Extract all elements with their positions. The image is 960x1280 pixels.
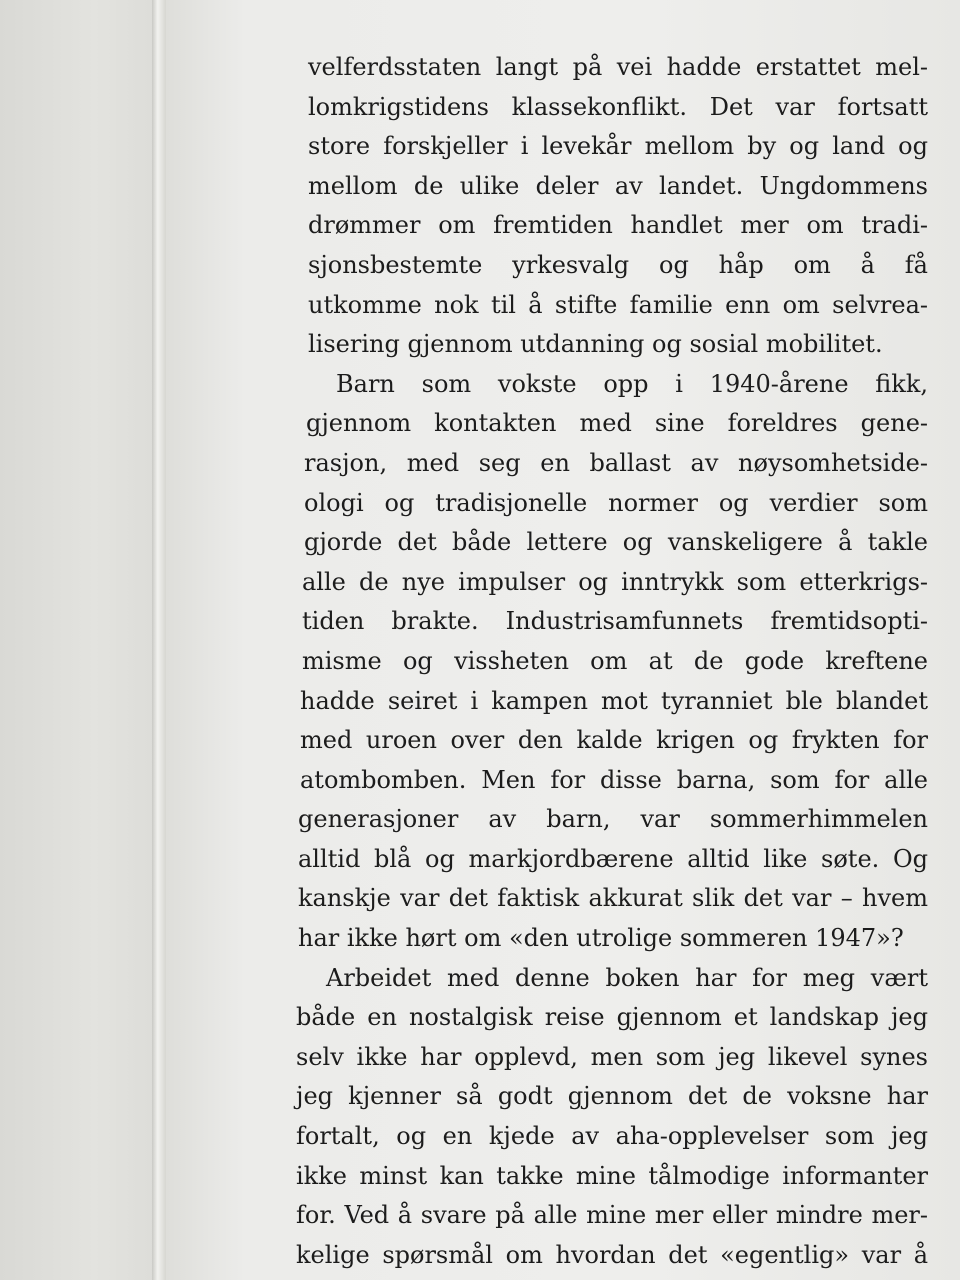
text-line: utkomme nok til å stifte familie enn om selvrea- [308, 290, 928, 319]
text-line: med uroen over den kalde krigen og frykten for [300, 726, 928, 755]
paragraph-start-line: Barn som vokste opp i 1940-årene fikk, [336, 369, 928, 398]
text-line: velferdsstaten langt på vei hadde erstattet mel- [308, 53, 928, 81]
text-line: både en nostalgisk reise gjennom et landskap jeg [296, 1003, 928, 1032]
paragraph-end-line: har ikke hørt om «den utrolige sommeren 1947»? [298, 924, 904, 953]
text-line: gjennom kontakten med sine foreldres gene- [306, 409, 928, 438]
text-line: sjonsbestemte yrkesvalg og håp om å få [308, 250, 928, 279]
text-line: misme og vissheten om at de gode kreftene [302, 646, 928, 675]
text-line: alltid blå og markjordbærene alltid like søte. Og [298, 844, 928, 873]
text-line: tiden brakte. Industrisamfunnets fremtidsopti- [302, 607, 928, 636]
text-line: lomkrigstidens klassekonflikt. Det var fortsatt [308, 92, 928, 121]
text-line: jeg kjenner så godt gjennom det de voksne har [296, 1082, 928, 1111]
text-line: atombomben. Men for disse barna, som for alle [300, 765, 928, 794]
book-gutter [152, 0, 166, 1280]
text-line: mellom de ulike deler av landet. Ungdommens [308, 171, 928, 200]
paragraph-start-line: Arbeidet med denne boken har for meg vært [326, 963, 928, 992]
text-line: for. Ved å svare på alle mine mer eller mindre mer- [296, 1201, 928, 1230]
text-line: gjorde det både lettere og vanskeligere å takle [304, 528, 928, 557]
text-line: store forskjeller i levekår mellom by og land og [308, 132, 928, 161]
text-line: selv ikke har opplevd, men som jeg likevel synes [296, 1042, 928, 1071]
text-line: fortalt, og en kjede av aha-opplevelser som jeg [296, 1122, 928, 1151]
facing-page-blank [0, 0, 158, 1280]
text-line: drømmer om fremtiden handlet mer om tradi- [308, 211, 928, 240]
text-line: hadde seiret i kampen mot tyranniet ble blandet [300, 686, 928, 715]
text-line: generasjoner av barn, var sommerhimmelen [298, 805, 928, 834]
text-line: alle de nye impulser og inntrykk som etterkrigs- [302, 567, 928, 596]
text-line: ologi og tradisjonelle normer og verdier som [304, 488, 928, 517]
text-line: rasjon, med seg en ballast av nøysomhetside- [304, 448, 928, 477]
body-text [296, 48, 928, 1275]
text-line: kanskje var det faktisk akkurat slik det var – hvem [298, 884, 928, 913]
text-line: ikke minst kan takke mine tålmodige informanter [296, 1161, 928, 1190]
book-page [166, 0, 960, 1280]
text-line: kelige spørsmål om hvordan det «egentlig» var å [296, 1240, 928, 1269]
paragraph-end-line: lisering gjennom utdanning og sosial mobilitet. [308, 330, 883, 359]
